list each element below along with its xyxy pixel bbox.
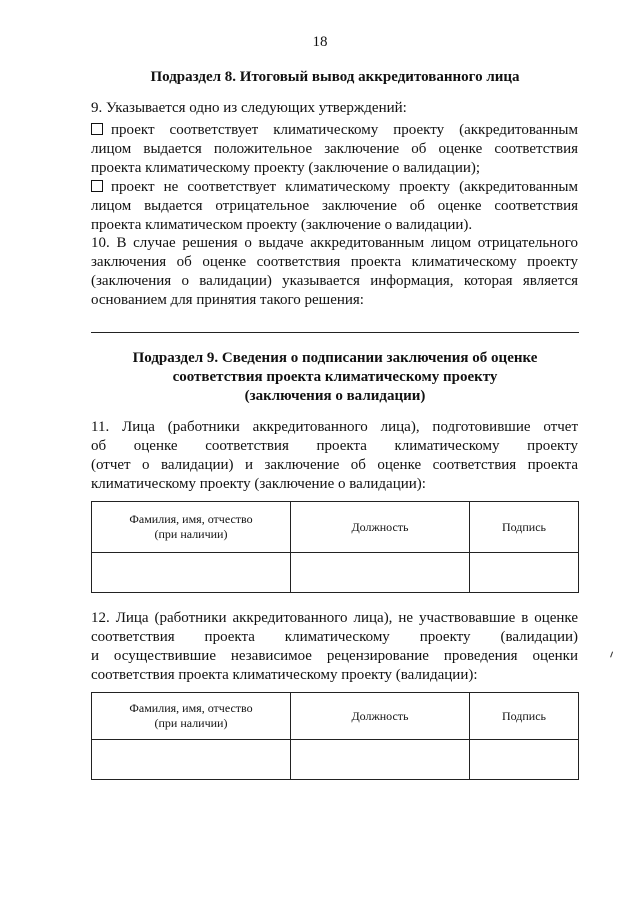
table-row	[92, 740, 579, 780]
option-not-conforms-line: проекта климатическом проекту (заключение о валидации).	[91, 217, 473, 233]
section-9-title-line: (заключения о валидации)	[244, 388, 426, 404]
item-10-line: (заключения о валидации) указывается информация, которая является	[91, 273, 578, 289]
item-11-line: об оценке соответствия проекта климатическому проекту	[91, 438, 578, 454]
section-9-title	[90, 349, 580, 406]
signatures-table-2	[91, 692, 579, 780]
cell-position[interactable]	[291, 553, 470, 593]
item-10-line: основанием для принятия такого решения:	[91, 292, 364, 308]
option-not-conforms-line: лицом выдается отрицательное заключение об оценке соответствия	[91, 198, 578, 214]
table-row	[92, 553, 579, 593]
signatures-table-1	[91, 501, 579, 593]
cell-full-name[interactable]	[92, 553, 291, 593]
table-header-row	[92, 502, 579, 553]
table-header-row	[92, 693, 579, 740]
header-full-name: Фамилия, имя, отчество (при наличии)	[92, 502, 291, 553]
cell-position[interactable]	[291, 740, 470, 780]
item-12-line: соответствия проекта климатическому проекту (валидации):	[91, 667, 478, 683]
scan-mark	[610, 651, 616, 658]
option-not-conforms	[91, 178, 578, 235]
option-conforms-line: лицом выдается положительное заключение об оценке соответствия	[91, 141, 578, 157]
header-full-name: Фамилия, имя, отчество (при наличии)	[92, 693, 291, 740]
checkbox-icon[interactable]	[91, 123, 103, 135]
section-9-title-line: Подраздел 9. Сведения о подписании заключения об оценке	[132, 350, 538, 366]
option-conforms-line: проекта климатическому проекту (заключение о валидации);	[91, 160, 481, 176]
item-9-line: 9. Указывается одно из следующих утверждений:	[91, 100, 407, 116]
item-11-line: (отчет о валидации) и заключение об оценке соответствия проекта	[91, 457, 578, 473]
item-11	[91, 418, 578, 494]
header-signature: Подпись	[470, 693, 579, 740]
section-9-title-line: соответствия проекта климатическому проекту	[172, 369, 498, 385]
page-number: 18	[312, 34, 328, 50]
item-12	[91, 609, 578, 685]
option-conforms	[91, 121, 578, 178]
item-9	[91, 99, 578, 118]
item-12-line: соответствия проекта климатическому проекту (валидации)	[91, 629, 578, 645]
section-8-title: Подраздел 8. Итоговый вывод аккредитованного лица	[150, 69, 520, 85]
cell-signature[interactable]	[470, 740, 579, 780]
answer-line[interactable]	[91, 332, 579, 333]
item-10	[91, 234, 578, 310]
header-signature: Подпись	[470, 502, 579, 553]
option-not-conforms-line: проект не соответствует климатическому проекту (аккредитованным	[91, 178, 578, 197]
header-position: Должность	[291, 502, 470, 553]
header-position: Должность	[291, 693, 470, 740]
item-10-line: заключения об оценке соответствия проекта климатическому проекту	[91, 254, 578, 270]
item-12-line: 12. Лица (работники аккредитованного лица), не участвовавшие в оценке	[91, 610, 578, 626]
cell-full-name[interactable]	[92, 740, 291, 780]
option-conforms-line: проект соответствует климатическому проекту (аккредитованным	[91, 121, 578, 140]
item-11-line: 11. Лица (работники аккредитованного лица), подготовившие отчет	[91, 419, 578, 435]
item-11-line: климатическому проекту (заключение о валидации):	[91, 476, 426, 492]
cell-signature[interactable]	[470, 553, 579, 593]
item-12-line: и осуществившие независимое рецензирование проведения оценки	[91, 648, 578, 664]
item-10-line: 10. В случае решения о выдаче аккредитованным лицом отрицательного	[91, 235, 578, 251]
checkbox-icon[interactable]	[91, 180, 103, 192]
